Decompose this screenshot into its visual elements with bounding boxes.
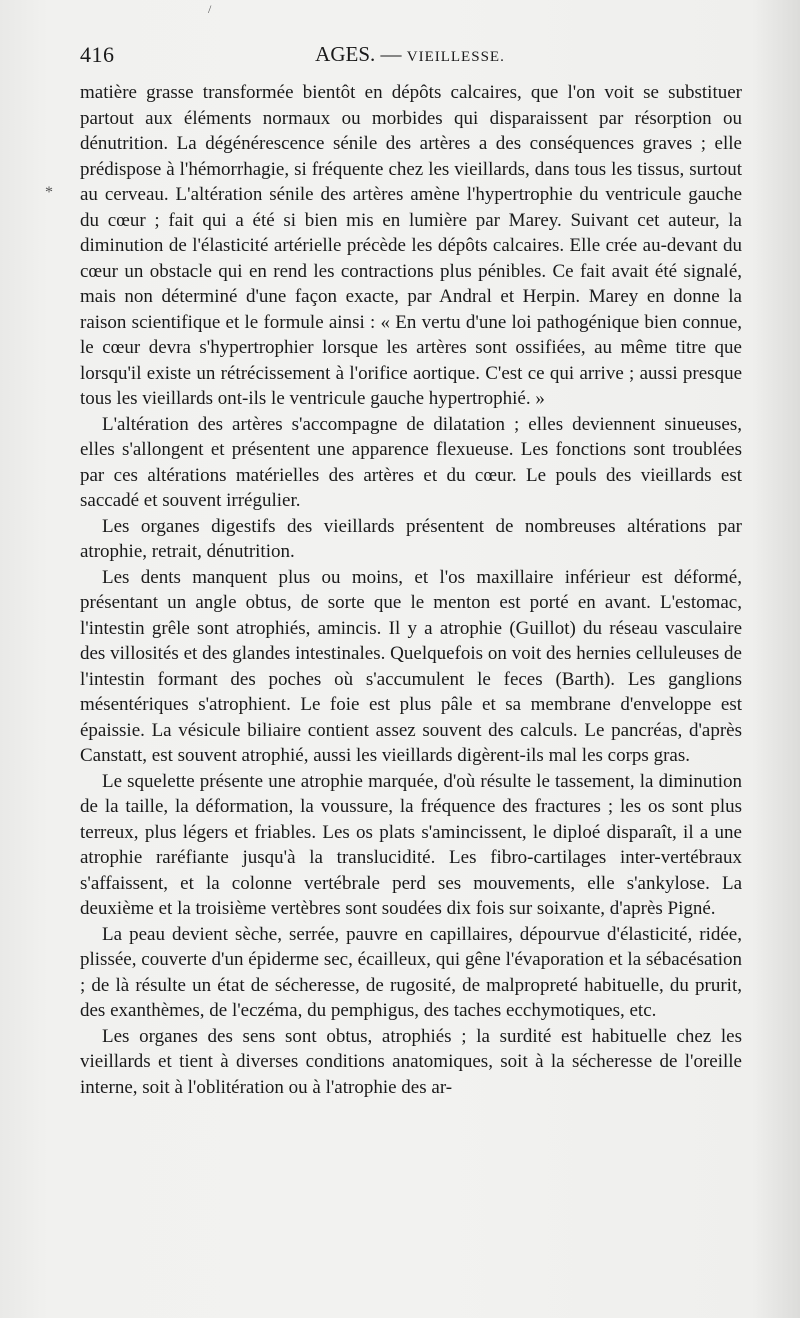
top-scratch: / <box>208 2 212 16</box>
running-head <box>80 42 740 72</box>
margin-mark: * <box>45 184 53 201</box>
paragraph: Les organes digestifs des vieillards présentent de nombreuses altérations par atrophie, retrait, dénutrition. <box>80 515 742 562</box>
paragraph: La peau devient sèche, serrée, pauvre en capillaires, dépourvue d'élasticité, ridée, plissée, couverte d'un épiderme sec, écailleux, qui gêne l'évaporation et la sébacésation ; de là résulte un état de sécheresse, de rugosité, de malpropreté habituelle, du prurit, des exanthèmes, de l'eczéma, du pemphigus, des taches ecchymotiques, etc. <box>80 923 742 1021</box>
paragraph: matière grasse transformée bientôt en dépôts calcaires, que l'on voit se substituer partout aux éléments normaux ou morbides qui disparaissent par résorption ou dénutrition. La dégénérescence sénile des artères a des conséquences graves ; elle prédispose à l'hémorrhagie, si fréquente chez les vieillards, dans tous les tissus, surtout au cerveau. L'altération sénile des artères amène l'hypertrophie du ventricule gauche du cœur ; fait qui a été si bien mis en lumière par Marey. Suivant cet auteur, la diminution de l'élasticité artérielle précède les dépôts calcaires. Elle crée au-devant du cœur un obstacle qui en rend les contractions plus pénibles. Ce fait avait été signalé, mais non déterminé d'une façon exacte, par Andral et Herpin. Marey en donne la raison scientifique et le formule ainsi : « En vertu d'une loi pathogénique bien connue, le cœur devra s'hypertrophier lorsque les artères sont ossifiées, au même titre que lorsqu'il existe un rétrécissement à l'orifice aortique. C'est ce qui arrive ; aussi presque tous les vieillards ont-ils le ventricule gauche hypertrophié. » <box>80 82 742 409</box>
paragraph: L'altération des artères s'accompagne de dilatation ; elles deviennent sinueuses, elles s'allongent et présentent une apparence flexueuse. Les fonctions sont troublées par ces altérations matérielles des artères et du cœur. Le pouls des vieillards est saccadé et souvent irrégulier. <box>80 413 742 511</box>
paragraph: Le squelette présente une atrophie marquée, d'où résulte le tassement, la diminution de la taille, la déformation, la voussure, la fréquence des fractures ; les os sont plus terreux, plus légers et friables. Les os plats s'amincissent, le diploé disparaît, il a une atrophie raréfiante jusqu'à la translucidité. Les fibro-cartilages inter-vertébraux s'affaissent, et la colonne vertébrale perd ses mouvements, elle s'ankylose. La deuxième et la troisième vertèbres sont soudées dix fois sur soixante, d'après Pigné. <box>80 770 742 919</box>
running-title <box>80 42 740 67</box>
body-text <box>80 80 742 1100</box>
page-number: 416 <box>80 42 115 67</box>
paragraph: Les dents manquent plus ou moins, et l'os maxillaire inférieur est déformé, présentant un angle obtus, de sorte que le menton est porté en avant. L'estomac, l'intestin grêle sont atrophiés, amincis. Il y a atrophie (Guillot) du réseau vasculaire des villosités et des glandes intestinales. Quelquefois on voit des hernies celluleuses de l'intestin formant des poches où s'accumulent le feces (Barth). Les ganglions mésentériques s'atrophient. Le foie est plus pâle et sa membrane d'enveloppe est épaissie. La vésicule biliaire contient assez souvent des calculs. Le pancréas, d'après Canstatt, est souvent atrophié, aussi les vieillards digèrent-ils mal les corps gras. <box>80 566 742 766</box>
paragraph: Les organes des sens sont obtus, atrophiés ; la surdité est habituelle chez les vieillards et tient à diverses conditions anatomiques, soit à la sécheresse de l'oreille interne, soit à l'oblitération ou à l'atrophie des ar- <box>80 1025 742 1098</box>
title-dash: — <box>375 42 407 66</box>
section-title: VIEILLESSE. <box>406 49 505 65</box>
chapter-title: AGES. <box>315 42 376 66</box>
